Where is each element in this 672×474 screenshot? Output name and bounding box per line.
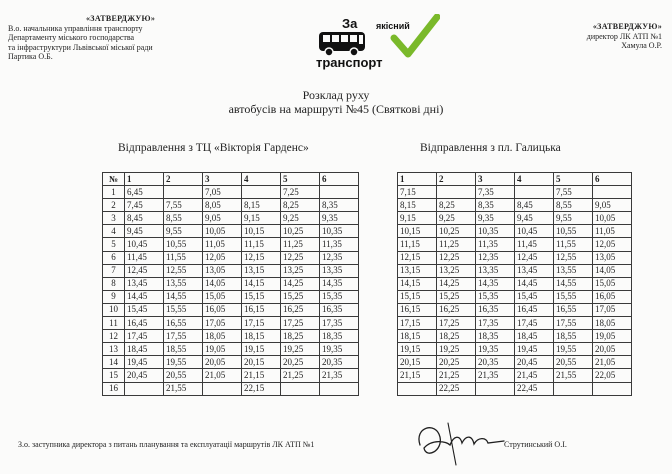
departure-time-cell bbox=[398, 382, 437, 395]
row-number-cell: 16 bbox=[103, 382, 125, 395]
departure-time-cell: 12,45 bbox=[125, 264, 164, 277]
departure-time-cell: 14,15 bbox=[398, 277, 437, 290]
approval-line: директор ЛК АТП №1 bbox=[586, 31, 662, 41]
departure-time-cell: 15,35 bbox=[320, 290, 359, 303]
departure-time-cell: 12,15 bbox=[398, 251, 437, 264]
table-row bbox=[103, 330, 359, 343]
direction-heading-left: Відправлення з ТЦ «Вікторія Гарденс» bbox=[118, 142, 309, 154]
departure-time-cell: 8,15 bbox=[398, 199, 437, 212]
departure-time-cell: 10,05 bbox=[203, 225, 242, 238]
departure-time-cell: 16,15 bbox=[398, 303, 437, 316]
departure-time-cell: 11,55 bbox=[164, 251, 203, 264]
departure-time-cell: 11,15 bbox=[242, 238, 281, 251]
departure-time-cell: 19,55 bbox=[164, 356, 203, 369]
departure-time-cell bbox=[593, 382, 632, 395]
departure-time-cell: 11,05 bbox=[593, 225, 632, 238]
departure-time-cell: 16,05 bbox=[593, 290, 632, 303]
departure-time-cell: 12,05 bbox=[593, 238, 632, 251]
departure-time-cell: 22,45 bbox=[515, 382, 554, 395]
departure-time-cell: 8,35 bbox=[320, 199, 359, 212]
departure-time-cell: 17,45 bbox=[515, 317, 554, 330]
departure-time-cell: 17,55 bbox=[164, 330, 203, 343]
departure-time-cell: 13,55 bbox=[554, 264, 593, 277]
departure-time-cell: 12,45 bbox=[515, 251, 554, 264]
departure-time-cell: 10,15 bbox=[398, 225, 437, 238]
departure-time-cell: 16,45 bbox=[515, 303, 554, 316]
departure-time-cell: 11,15 bbox=[398, 238, 437, 251]
table-row bbox=[398, 369, 632, 382]
departure-time-cell: 12,55 bbox=[164, 264, 203, 277]
departure-time-cell: 14,35 bbox=[476, 277, 515, 290]
header-cell: 4 bbox=[515, 173, 554, 186]
departure-time-cell: 21,05 bbox=[203, 369, 242, 382]
row-number-cell: 8 bbox=[103, 277, 125, 290]
departure-time-cell: 15,25 bbox=[281, 290, 320, 303]
departure-time-cell: 21,25 bbox=[437, 369, 476, 382]
departure-time-cell: 19,35 bbox=[320, 343, 359, 356]
departure-time-cell: 19,25 bbox=[437, 343, 476, 356]
departure-time-cell: 14,55 bbox=[554, 277, 593, 290]
departure-time-cell: 8,05 bbox=[203, 199, 242, 212]
departure-time-cell: 21,15 bbox=[242, 369, 281, 382]
approval-title-right: «ЗАТВЕРДЖУЮ» bbox=[592, 22, 662, 31]
departure-time-cell: 16,45 bbox=[125, 317, 164, 330]
departure-time-cell bbox=[320, 382, 359, 395]
departure-time-cell: 14,15 bbox=[242, 277, 281, 290]
departure-time-cell: 13,45 bbox=[515, 264, 554, 277]
departure-time-cell: 11,45 bbox=[515, 238, 554, 251]
departure-time-cell: 16,05 bbox=[203, 303, 242, 316]
departure-time-cell: 19,05 bbox=[593, 330, 632, 343]
departure-time-cell: 8,55 bbox=[554, 199, 593, 212]
departure-time-cell: 11,25 bbox=[281, 238, 320, 251]
departure-time-cell: 22,15 bbox=[242, 382, 281, 395]
departure-time-cell: 19,25 bbox=[281, 343, 320, 356]
departure-time-cell: 12,25 bbox=[437, 251, 476, 264]
departure-time-cell: 17,05 bbox=[593, 303, 632, 316]
departure-time-cell: 16,55 bbox=[554, 303, 593, 316]
departure-time-cell: 8,35 bbox=[476, 199, 515, 212]
departure-time-cell: 18,35 bbox=[320, 330, 359, 343]
departure-time-cell: 20,15 bbox=[242, 356, 281, 369]
departure-time-cell bbox=[437, 186, 476, 199]
departure-time-cell: 21,55 bbox=[164, 382, 203, 395]
departure-time-cell: 14,05 bbox=[593, 264, 632, 277]
departure-time-cell: 17,25 bbox=[281, 317, 320, 330]
departure-time-cell: 22,05 bbox=[593, 369, 632, 382]
departure-time-cell: 20,45 bbox=[515, 356, 554, 369]
departure-time-cell: 20,15 bbox=[398, 356, 437, 369]
departure-time-cell: 21,35 bbox=[476, 369, 515, 382]
departure-time-cell: 11,55 bbox=[554, 238, 593, 251]
departure-time-cell: 8,45 bbox=[515, 199, 554, 212]
header-cell: 3 bbox=[203, 173, 242, 186]
departure-time-cell bbox=[203, 382, 242, 395]
departure-time-cell: 17,05 bbox=[203, 317, 242, 330]
table-row bbox=[103, 290, 359, 303]
footer-signatory-title: З.о. заступника директора з питань планування та експлуатації маршрутів ЛК АТП №1 bbox=[18, 440, 315, 449]
departure-time-cell: 7,45 bbox=[125, 199, 164, 212]
header-cell: 1 bbox=[125, 173, 164, 186]
departure-time-cell: 10,55 bbox=[554, 225, 593, 238]
departure-time-cell: 18,45 bbox=[515, 330, 554, 343]
departure-time-cell: 9,05 bbox=[593, 199, 632, 212]
departure-time-cell: 9,45 bbox=[125, 225, 164, 238]
departure-time-cell: 16,15 bbox=[242, 303, 281, 316]
departure-time-cell: 9,25 bbox=[437, 212, 476, 225]
departure-time-cell bbox=[593, 186, 632, 199]
departure-time-cell: 18,05 bbox=[593, 317, 632, 330]
departure-time-cell: 15,05 bbox=[593, 277, 632, 290]
departure-time-cell: 11,45 bbox=[125, 251, 164, 264]
departure-time-cell: 20,05 bbox=[203, 356, 242, 369]
departure-time-cell: 14,45 bbox=[515, 277, 554, 290]
table-row bbox=[398, 277, 632, 290]
departure-time-cell: 7,15 bbox=[398, 186, 437, 199]
departure-time-cell: 12,05 bbox=[203, 251, 242, 264]
approval-block-left bbox=[8, 14, 228, 62]
table-row bbox=[398, 382, 632, 395]
departure-time-cell: 9,55 bbox=[554, 212, 593, 225]
departure-time-cell: 17,35 bbox=[476, 317, 515, 330]
departure-time-cell: 18,45 bbox=[125, 343, 164, 356]
approval-block-right bbox=[502, 22, 662, 51]
departure-table-left bbox=[102, 172, 359, 396]
departure-time-cell: 13,35 bbox=[476, 264, 515, 277]
departure-time-cell: 16,35 bbox=[320, 303, 359, 316]
table-row bbox=[398, 186, 632, 199]
departure-time-cell: 11,35 bbox=[320, 238, 359, 251]
departure-time-cell: 20,35 bbox=[320, 356, 359, 369]
departure-time-cell: 15,45 bbox=[515, 290, 554, 303]
document-title: Розклад руху bbox=[302, 88, 370, 102]
departure-time-cell: 8,45 bbox=[125, 212, 164, 225]
departure-time-cell: 6,45 bbox=[125, 186, 164, 199]
departure-time-cell: 14,25 bbox=[281, 277, 320, 290]
departure-time-cell: 14,05 bbox=[203, 277, 242, 290]
departure-time-cell: 22,25 bbox=[437, 382, 476, 395]
departure-time-cell: 15,45 bbox=[125, 303, 164, 316]
table-row bbox=[398, 212, 632, 225]
departure-time-cell: 19,35 bbox=[476, 343, 515, 356]
departure-time-cell: 11,35 bbox=[476, 238, 515, 251]
departure-time-cell bbox=[476, 382, 515, 395]
table-row bbox=[103, 225, 359, 238]
departure-time-cell: 8,15 bbox=[242, 199, 281, 212]
departure-time-cell: 15,25 bbox=[437, 290, 476, 303]
departure-time-cell: 17,15 bbox=[398, 317, 437, 330]
header-cell: 1 bbox=[398, 173, 437, 186]
departure-time-cell: 13,05 bbox=[203, 264, 242, 277]
departure-time-cell: 12,35 bbox=[476, 251, 515, 264]
row-number-cell: 5 bbox=[103, 238, 125, 251]
departure-time-cell: 19,15 bbox=[242, 343, 281, 356]
table-row bbox=[103, 369, 359, 382]
departure-time-cell: 15,35 bbox=[476, 290, 515, 303]
departure-time-cell: 19,45 bbox=[125, 356, 164, 369]
departure-time-cell: 9,35 bbox=[320, 212, 359, 225]
departure-time-cell: 10,45 bbox=[515, 225, 554, 238]
row-number-cell: 14 bbox=[103, 356, 125, 369]
departure-time-cell: 13,55 bbox=[164, 277, 203, 290]
approval-line: В.о. начальника управління транспорту bbox=[8, 23, 143, 33]
departure-time-cell: 9,05 bbox=[203, 212, 242, 225]
departure-time-cell: 17,55 bbox=[554, 317, 593, 330]
departure-time-cell: 20,25 bbox=[437, 356, 476, 369]
row-number-cell: 11 bbox=[103, 317, 125, 330]
logo-text-yakisnyi: якісний bbox=[376, 21, 410, 31]
table-header-row bbox=[103, 173, 359, 186]
departure-time-cell bbox=[554, 382, 593, 395]
table-row bbox=[103, 317, 359, 330]
departure-time-cell: 11,05 bbox=[203, 238, 242, 251]
table-row bbox=[103, 277, 359, 290]
departure-time-cell: 13,05 bbox=[593, 251, 632, 264]
row-number-cell: 7 bbox=[103, 264, 125, 277]
departure-time-cell: 18,15 bbox=[242, 330, 281, 343]
header-cell: 4 bbox=[242, 173, 281, 186]
departure-time-cell bbox=[164, 186, 203, 199]
table-row bbox=[103, 186, 359, 199]
departure-time-cell: 10,35 bbox=[320, 225, 359, 238]
departure-time-cell bbox=[515, 186, 554, 199]
row-number-cell: 15 bbox=[103, 369, 125, 382]
departure-time-cell: 21,25 bbox=[281, 369, 320, 382]
departure-time-cell: 13,45 bbox=[125, 277, 164, 290]
departure-time-cell: 7,25 bbox=[281, 186, 320, 199]
departure-time-cell: 16,25 bbox=[281, 303, 320, 316]
bus-icon bbox=[318, 31, 366, 57]
table-row bbox=[398, 264, 632, 277]
departure-time-cell: 10,35 bbox=[476, 225, 515, 238]
departure-time-cell: 7,35 bbox=[476, 186, 515, 199]
table-row bbox=[398, 356, 632, 369]
row-number-cell: 12 bbox=[103, 330, 125, 343]
departure-table-right bbox=[397, 172, 632, 396]
approval-signatory: Партика О.Б. bbox=[8, 52, 53, 61]
departure-time-cell: 13,15 bbox=[398, 264, 437, 277]
table-row bbox=[398, 303, 632, 316]
approval-signatory: Хамула О.Р. bbox=[621, 41, 662, 50]
departure-time-cell: 15,55 bbox=[554, 290, 593, 303]
departure-time-cell: 12,15 bbox=[242, 251, 281, 264]
table-header-row bbox=[398, 173, 632, 186]
header-cell: 3 bbox=[476, 173, 515, 186]
table-row bbox=[103, 356, 359, 369]
departure-time-cell: 18,25 bbox=[281, 330, 320, 343]
departure-time-cell: 17,25 bbox=[437, 317, 476, 330]
departure-time-cell: 13,25 bbox=[281, 264, 320, 277]
row-number-cell: 10 bbox=[103, 303, 125, 316]
departure-time-cell: 9,15 bbox=[398, 212, 437, 225]
table-row bbox=[398, 317, 632, 330]
departure-time-cell: 12,25 bbox=[281, 251, 320, 264]
departure-time-cell: 20,55 bbox=[554, 356, 593, 369]
departure-time-cell: 10,55 bbox=[164, 238, 203, 251]
table-row bbox=[398, 290, 632, 303]
row-number-cell: 9 bbox=[103, 290, 125, 303]
quality-transport-logo bbox=[314, 14, 444, 72]
departure-time-cell: 19,05 bbox=[203, 343, 242, 356]
departure-time-cell: 8,55 bbox=[164, 212, 203, 225]
table-row bbox=[103, 199, 359, 212]
departure-time-cell: 20,45 bbox=[125, 369, 164, 382]
direction-heading-right: Відправлення з пл. Галицька bbox=[420, 142, 561, 154]
table-row bbox=[398, 343, 632, 356]
row-number-cell: 3 bbox=[103, 212, 125, 225]
row-number-cell: 4 bbox=[103, 225, 125, 238]
header-cell: 5 bbox=[281, 173, 320, 186]
header-cell: 2 bbox=[164, 173, 203, 186]
approval-title-left: «ЗАТВЕРДЖУЮ» bbox=[86, 14, 156, 23]
approval-line: та інфраструктури Львівської міської ради bbox=[8, 42, 153, 52]
footer-signatory-name: Струтинський О.І. bbox=[504, 440, 567, 449]
header-cell: 6 bbox=[593, 173, 632, 186]
departure-time-cell: 20,05 bbox=[593, 343, 632, 356]
departure-time-cell: 10,05 bbox=[593, 212, 632, 225]
departure-time-cell: 18,05 bbox=[203, 330, 242, 343]
header-cell: 6 bbox=[320, 173, 359, 186]
departure-time-cell: 14,25 bbox=[437, 277, 476, 290]
departure-time-cell: 21,05 bbox=[593, 356, 632, 369]
departure-time-cell: 7,55 bbox=[554, 186, 593, 199]
departure-time-cell: 21,15 bbox=[398, 369, 437, 382]
table-row bbox=[103, 212, 359, 225]
departure-time-cell: 12,35 bbox=[320, 251, 359, 264]
departure-time-cell: 19,55 bbox=[554, 343, 593, 356]
departure-time-cell bbox=[320, 186, 359, 199]
departure-time-cell: 21,55 bbox=[554, 369, 593, 382]
departure-time-cell: 16,25 bbox=[437, 303, 476, 316]
departure-time-cell: 17,45 bbox=[125, 330, 164, 343]
header-cell: 5 bbox=[554, 173, 593, 186]
departure-time-cell: 11,25 bbox=[437, 238, 476, 251]
row-number-cell: 6 bbox=[103, 251, 125, 264]
departure-time-cell: 18,25 bbox=[437, 330, 476, 343]
departure-time-cell: 14,35 bbox=[320, 277, 359, 290]
approval-line: Департаменту міського господарства bbox=[8, 33, 135, 42]
header-cell: № bbox=[103, 173, 125, 186]
departure-time-cell: 20,35 bbox=[476, 356, 515, 369]
row-number-cell: 1 bbox=[103, 186, 125, 199]
header-cell: 2 bbox=[437, 173, 476, 186]
departure-time-cell: 8,25 bbox=[281, 199, 320, 212]
departure-time-cell: 10,25 bbox=[437, 225, 476, 238]
departure-time-cell: 7,05 bbox=[203, 186, 242, 199]
departure-time-cell: 17,15 bbox=[242, 317, 281, 330]
departure-time-cell: 19,15 bbox=[398, 343, 437, 356]
document-subtitle: автобусів на маршруті №45 (Святкові дні) bbox=[228, 102, 444, 116]
logo-text-transport: транспорт bbox=[316, 55, 383, 70]
table-row bbox=[103, 238, 359, 251]
departure-time-cell: 10,25 bbox=[281, 225, 320, 238]
departure-time-cell: 18,35 bbox=[476, 330, 515, 343]
departure-time-cell: 13,15 bbox=[242, 264, 281, 277]
row-number-cell: 2 bbox=[103, 199, 125, 212]
table-row bbox=[103, 343, 359, 356]
departure-time-cell: 13,25 bbox=[437, 264, 476, 277]
departure-time-cell: 14,55 bbox=[164, 290, 203, 303]
departure-time-cell: 16,55 bbox=[164, 317, 203, 330]
handwritten-signature bbox=[412, 415, 512, 467]
table-row bbox=[398, 238, 632, 251]
row-number-cell: 13 bbox=[103, 343, 125, 356]
departure-time-cell: 13,35 bbox=[320, 264, 359, 277]
departure-time-cell bbox=[125, 382, 164, 395]
departure-time-cell: 21,35 bbox=[320, 369, 359, 382]
table-row bbox=[398, 199, 632, 212]
departure-time-cell: 20,25 bbox=[281, 356, 320, 369]
table-row bbox=[103, 303, 359, 316]
logo-text-za: За bbox=[342, 16, 358, 31]
departure-time-cell: 18,55 bbox=[554, 330, 593, 343]
departure-time-cell: 15,15 bbox=[242, 290, 281, 303]
table-row bbox=[398, 251, 632, 264]
departure-time-cell: 19,45 bbox=[515, 343, 554, 356]
departure-time-cell: 18,15 bbox=[398, 330, 437, 343]
departure-time-cell: 15,15 bbox=[398, 290, 437, 303]
departure-time-cell: 14,45 bbox=[125, 290, 164, 303]
departure-time-cell: 18,55 bbox=[164, 343, 203, 356]
departure-time-cell: 15,55 bbox=[164, 303, 203, 316]
departure-time-cell bbox=[281, 382, 320, 395]
departure-time-cell: 9,15 bbox=[242, 212, 281, 225]
departure-time-cell: 17,35 bbox=[320, 317, 359, 330]
departure-time-cell bbox=[242, 186, 281, 199]
table-row bbox=[103, 251, 359, 264]
table-row bbox=[398, 225, 632, 238]
departure-time-cell: 15,05 bbox=[203, 290, 242, 303]
departure-time-cell: 9,35 bbox=[476, 212, 515, 225]
departure-time-cell: 7,55 bbox=[164, 199, 203, 212]
departure-time-cell: 10,15 bbox=[242, 225, 281, 238]
departure-time-cell: 8,25 bbox=[437, 199, 476, 212]
departure-time-cell: 9,55 bbox=[164, 225, 203, 238]
table-row bbox=[103, 264, 359, 277]
departure-time-cell: 20,55 bbox=[164, 369, 203, 382]
departure-time-cell: 9,25 bbox=[281, 212, 320, 225]
departure-time-cell: 9,45 bbox=[515, 212, 554, 225]
departure-time-cell: 12,55 bbox=[554, 251, 593, 264]
departure-time-cell: 16,35 bbox=[476, 303, 515, 316]
table-row bbox=[103, 382, 359, 395]
departure-time-cell: 21,45 bbox=[515, 369, 554, 382]
departure-time-cell: 10,45 bbox=[125, 238, 164, 251]
table-row bbox=[398, 330, 632, 343]
